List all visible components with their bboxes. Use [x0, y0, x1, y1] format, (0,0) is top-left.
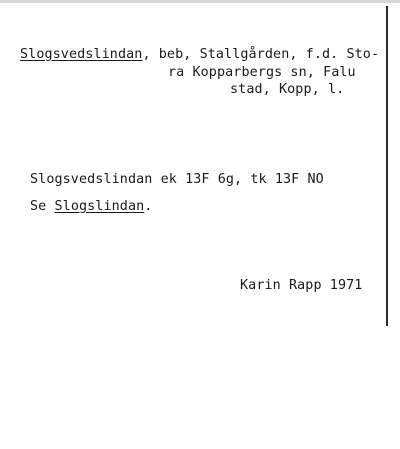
see-target: Slogslindan	[54, 199, 145, 214]
entry-line-1	[20, 47, 379, 63]
signature: Karin Rapp 1971	[240, 278, 363, 293]
entry-line-3: stad, Kopp, l.	[230, 82, 345, 97]
card-top-edge	[0, 0, 400, 3]
see-prefix: Se	[30, 199, 55, 214]
see-suffix: .	[144, 199, 153, 214]
headword: Slogsvedslindan	[20, 47, 143, 62]
card-right-border	[386, 6, 388, 326]
cross-reference	[30, 199, 152, 215]
grid-reference: Slogsvedslindan ek 13F 6g, tk 13F NO	[30, 172, 324, 187]
entry-line-1-rest: , beb, Stallgården, f.d. Sto-	[142, 47, 380, 62]
entry-line-2: ra Kopparbergs sn, Falu	[168, 65, 356, 80]
